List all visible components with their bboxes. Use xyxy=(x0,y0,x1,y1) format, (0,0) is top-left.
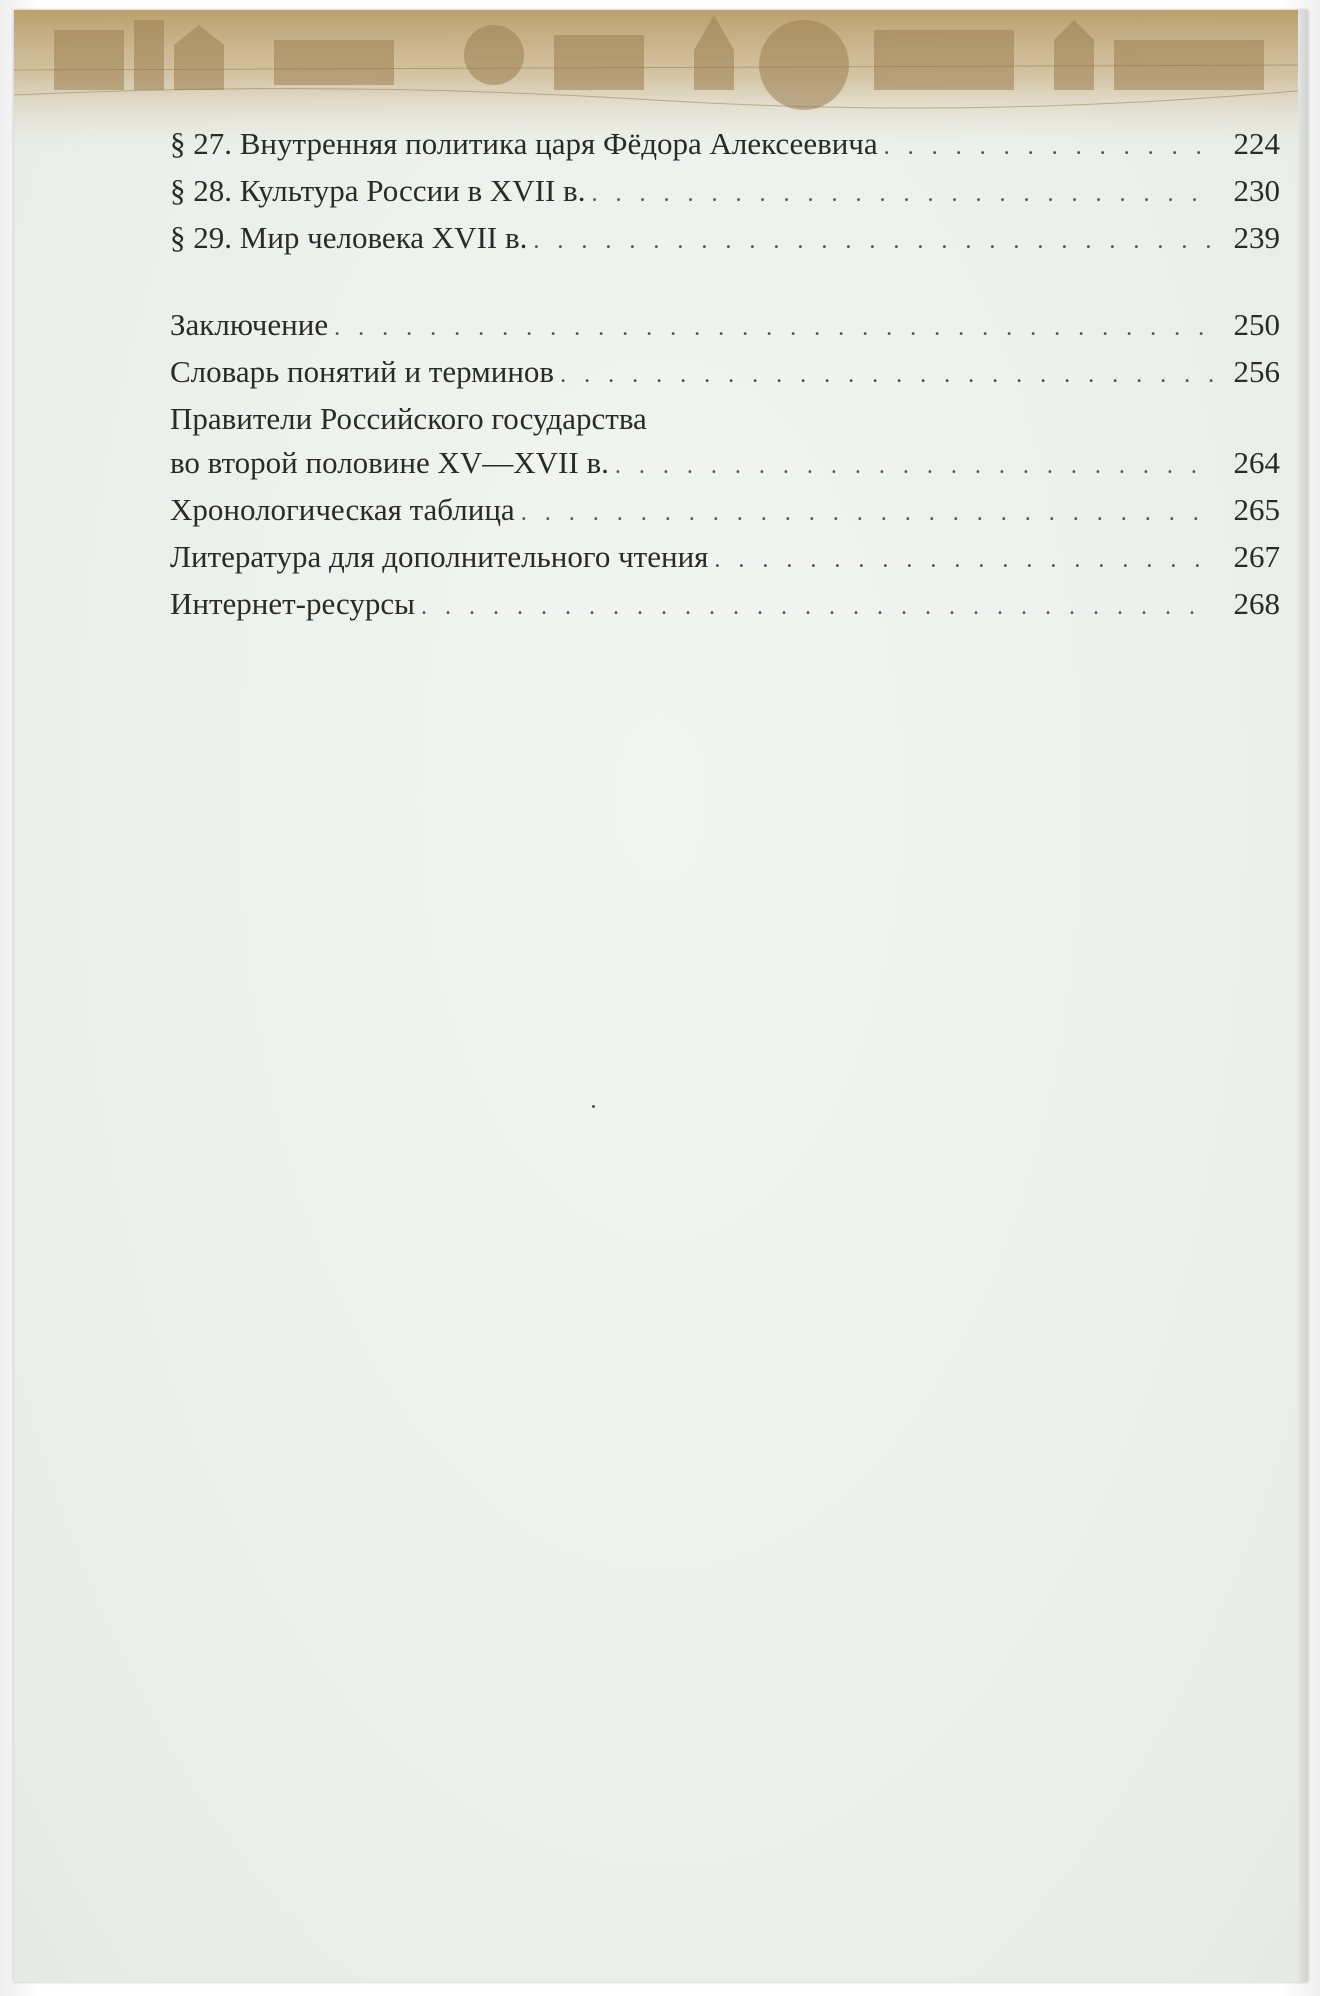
toc-entry-glossary xyxy=(170,350,1280,397)
toc-leader-dots xyxy=(521,491,1214,535)
toc-leader-dots xyxy=(533,219,1214,263)
toc-entry-section-27 xyxy=(170,122,1280,169)
toc-entry-label: § 27. Внутренняя политика царя Фёдора Алексеевича xyxy=(170,126,878,161)
toc-leader-dots xyxy=(884,125,1214,169)
toc-entry-label: Интернет-ресурсы xyxy=(170,586,415,621)
toc-entry-label: Хронологическая таблица xyxy=(170,492,515,527)
page-edge-shadow xyxy=(1298,10,1308,1982)
toc-leader-dots xyxy=(615,444,1214,488)
toc-entry-section-29 xyxy=(170,216,1280,263)
toc-entry-page: 230 xyxy=(1233,173,1280,208)
toc-entry-section-28 xyxy=(170,169,1280,216)
book-page xyxy=(14,10,1308,1982)
toc-entry-page: 224 xyxy=(1233,126,1280,161)
toc-leader-dots xyxy=(334,306,1214,350)
toc-entry-page: 267 xyxy=(1233,539,1280,574)
stray-ink-dot xyxy=(592,1105,595,1108)
toc-leader-dots xyxy=(560,353,1214,397)
toc-entry-chronology xyxy=(170,488,1280,535)
toc-entry-rulers xyxy=(170,441,1280,488)
toc-leader-dots xyxy=(714,538,1214,582)
toc-leader-dots xyxy=(421,585,1214,629)
toc-entry-page: 268 xyxy=(1233,586,1280,621)
toc-entry-page: 264 xyxy=(1233,445,1280,480)
toc-entry-label: § 29. Мир человека XVII в. xyxy=(170,220,528,255)
toc-entry-label: во второй половине XV—XVII в. xyxy=(170,445,609,480)
toc-entry-label: § 28. Культура России в XVII в. xyxy=(170,173,586,208)
toc-entry-internet xyxy=(170,582,1280,629)
toc-entry-page: 239 xyxy=(1233,220,1280,255)
toc-entry-page: 256 xyxy=(1233,354,1280,389)
toc-entry-label: Правители Российского государства xyxy=(170,401,647,436)
toc-entry-literature xyxy=(170,535,1280,582)
toc-entry-label: Литература для дополнительного чтения xyxy=(170,539,709,574)
toc-leader-dots xyxy=(591,172,1214,216)
toc-spacer xyxy=(170,263,1280,303)
toc-entry-conclusion xyxy=(170,303,1280,350)
toc-entry-rulers-line1 xyxy=(170,397,1280,441)
toc-entry-page: 265 xyxy=(1233,492,1280,527)
toc-entry-label: Заключение xyxy=(170,307,329,342)
toc-entry-page: 250 xyxy=(1233,307,1280,342)
toc-entry-label: Словарь понятий и терминов xyxy=(170,354,555,389)
table-of-contents xyxy=(170,122,1280,629)
